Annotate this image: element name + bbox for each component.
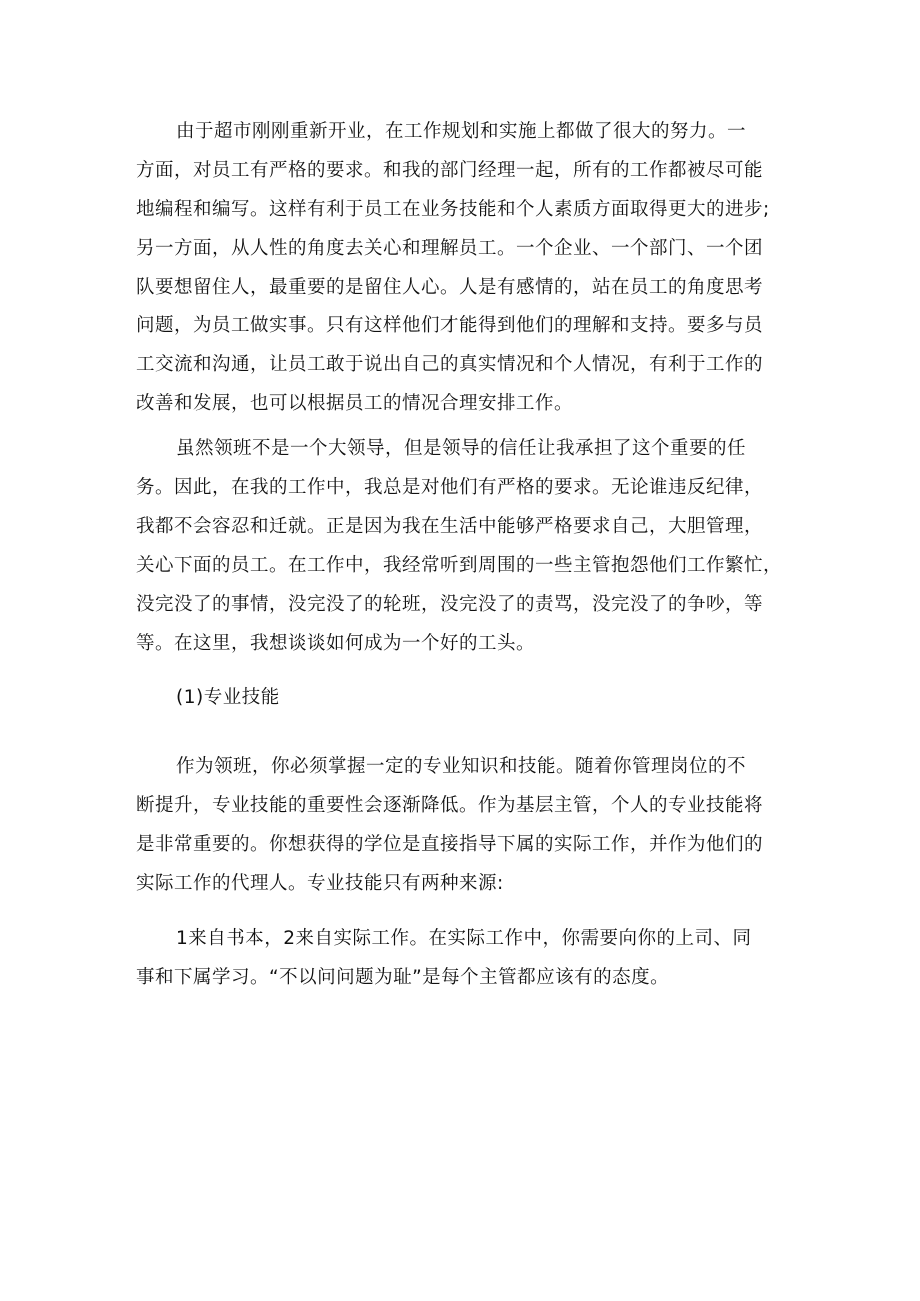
text-line: 实际工作的代理人。专业技能只有两种来源: xyxy=(136,873,504,895)
text-line: 我都不会容忍和迁就。正是因为我在生活中能够严格要求自己，大胆管理， xyxy=(136,515,764,537)
text-line: 断提升，专业技能的重要性会逐渐降低。作为基层主管，个人的专业技能将 xyxy=(136,795,764,817)
text-line: 由于超市刚刚重新开业，在工作规划和实施上都做了很大的努力。一 xyxy=(176,121,747,142)
text-line: 问题，为员工做实事。只有这样他们才能得到他们的理解和支持。要多与员 xyxy=(136,315,764,337)
text-line: 关心下面的员工。在工作中，我经常听到周围的一些主管抱怨他们工作繁忙， xyxy=(136,554,783,576)
paragraph-2 xyxy=(136,430,804,663)
document-body xyxy=(136,113,804,998)
paragraph-3 xyxy=(136,748,804,904)
text-line: 事和下属学习。“不以问问题为耻”是每个主管都应该有的态度。 xyxy=(136,966,670,988)
text-line: 务。因此，在我的工作中，我总是对他们有严格的要求。无论谁违反纪律， xyxy=(136,477,764,499)
paragraph-1 xyxy=(136,113,804,424)
section-heading xyxy=(136,679,804,718)
text-line: 队要想留住人，最重要的是留住人心。人是有感情的，站在员工的角度思考 xyxy=(136,276,764,298)
text-line: 等。在这里，我想谈谈如何成为一个好的工头。 xyxy=(136,632,536,654)
paragraph-4 xyxy=(136,920,804,998)
text-line: 改善和发展，也可以根据员工的情况合理安排工作。 xyxy=(136,393,574,415)
text-line: 作为领班，你必须掌握一定的专业知识和技能。随着你管理岗位的不 xyxy=(176,756,747,778)
section-heading-text: (1)专业技能 xyxy=(176,687,280,709)
text-line: 没完没了的事情，没完没了的轮班，没完没了的责骂，没完没了的争吵，等 xyxy=(136,593,764,615)
text-line: 虽然领班不是一个大领导，但是领导的信任让我承担了这个重要的任 xyxy=(176,438,747,460)
text-line: 方面，对员工有严格的要求。和我的部门经理一起，所有的工作都被尽可能 xyxy=(136,159,764,181)
text-line: 另一方面，从人性的角度去关心和理解员工。一个企业、一个部门、一个团 xyxy=(136,237,764,259)
text-line: 地编程和编写。这样有利于员工在业务技能和个人素质方面取得更大的进步; xyxy=(136,198,770,220)
text-line: 是非常重要的。你想获得的学位是直接指导下属的实际工作，并作为他们的 xyxy=(136,834,764,856)
text-line: 工交流和沟通，让员工敢于说出自己的真实情况和个人情况，有利于工作的 xyxy=(136,354,764,376)
text-line: 1来自书本，2来自实际工作。在实际工作中，你需要向你的上司、同 xyxy=(176,927,752,949)
